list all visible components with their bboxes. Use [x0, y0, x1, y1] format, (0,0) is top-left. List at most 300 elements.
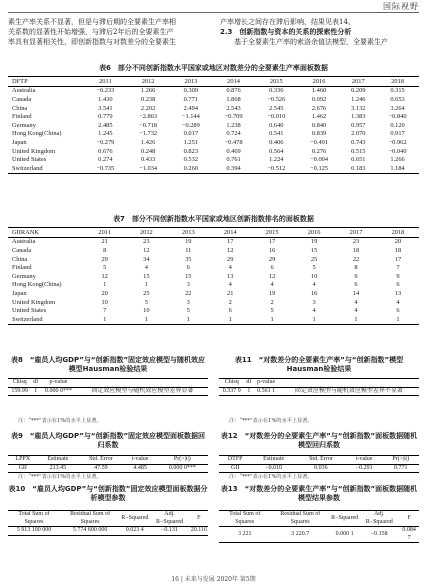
table-cell: 7 — [396, 264, 400, 272]
table-cell: 18 — [352, 246, 360, 254]
table-cell: Germany — [12, 121, 36, 129]
t7-header-cell: GIIRANK — [12, 228, 39, 236]
table-cell: 4 — [270, 281, 274, 289]
t10-header-cell: R−Squared — [121, 514, 149, 521]
table-cell: −0.010 — [267, 113, 286, 121]
table-cell: 0.276 — [311, 147, 327, 155]
table-cell: 19 — [268, 289, 276, 297]
table-cell: −1.732 — [139, 130, 158, 138]
table-cell: 0.541 — [269, 130, 284, 138]
table-cell: 0.120 — [390, 121, 405, 129]
table-row — [8, 112, 419, 121]
table-cell: 0.209 — [351, 87, 366, 95]
table-cell: 0.743 — [351, 138, 366, 146]
table-cell: −0.526 — [267, 95, 286, 103]
table-cell: Hong Kong(China) — [12, 130, 62, 138]
t9-header-cell: Pr(>|t|) — [173, 456, 191, 462]
t6-header-cell: 2017 — [351, 77, 365, 85]
t12-header-cell: Pr(>|t|) — [392, 456, 410, 462]
table-cell: 4 — [396, 298, 400, 306]
t7-header-cell: 2018 — [391, 228, 405, 236]
table-cell: 0.532 — [183, 156, 199, 164]
table-cell: 2.676 — [311, 104, 327, 112]
table-row — [8, 104, 419, 113]
t6-header-cell: 2015 — [269, 77, 283, 85]
table-cell: 1.251 — [183, 138, 199, 146]
table-cell: −0.478 — [224, 138, 243, 146]
table-row — [8, 306, 419, 315]
t13-header-cell: Residual Sum of Squares — [280, 511, 321, 525]
intro-left-line-1: 素生产率关系不显著，但是与滞后期的全要素生产率相 — [8, 18, 176, 26]
table-cell: GII — [18, 464, 27, 471]
table-cell: 1.383 — [351, 113, 366, 121]
table-cell: 4 — [312, 281, 316, 289]
table-7-header-row — [8, 228, 419, 238]
table-13-body — [219, 527, 419, 543]
t11-header-cell — [279, 379, 419, 388]
table-cell: 0.309 — [183, 87, 199, 95]
table-cell: 0.640 — [269, 121, 284, 129]
t8-header-cell: p-value — [49, 379, 68, 385]
t6-header-cell: 2013 — [184, 77, 198, 85]
table-row — [219, 464, 419, 473]
t9-header-cell: LPPX — [15, 456, 31, 462]
table-cell: −0.289 — [181, 121, 200, 129]
t12-header-cell: Estimate — [263, 456, 285, 462]
t6-header-cell: DFTP — [12, 77, 28, 85]
table-cell: −0.131 — [161, 527, 178, 534]
table-11-note: 注：“***”表示在1%的水平上显著。 — [229, 418, 313, 424]
table-cell: 1 — [228, 315, 232, 323]
table-cell: 2.202 — [140, 104, 156, 112]
table-8-note: 注：“***”表示在1%的水平上显著。 — [18, 418, 102, 424]
table-cell: 3 — [186, 298, 190, 306]
table-cell: 12 — [227, 246, 234, 254]
t7-header-cell: 2016 — [307, 228, 321, 236]
table-cell: 10 — [101, 298, 108, 306]
t9-header-cell: t-value — [131, 456, 149, 462]
t12-header-cell: DTFP — [227, 456, 243, 462]
t9-header-cell: Estimate — [47, 456, 69, 462]
table-11-header-row — [219, 379, 419, 388]
table-cell: 0.315 — [390, 87, 405, 95]
table-cell: −1.034 — [139, 164, 158, 172]
table-7 — [8, 227, 419, 325]
table-row — [219, 527, 419, 543]
table-cell: 1 — [144, 281, 148, 289]
table-cell: 5 774 600 000 — [72, 527, 108, 534]
table-cell: 4 — [228, 264, 232, 272]
table-row — [8, 121, 419, 130]
table-cell: Australia — [12, 87, 36, 95]
t13-header-cell: R−Squared — [331, 514, 359, 521]
table-row — [8, 155, 419, 164]
table-row — [8, 246, 419, 255]
table-12-caption: 表12 “对数差分的全要素生产率”与“创新指数”面板数据随机模型回归系数 — [220, 432, 418, 449]
table-8 — [8, 378, 208, 396]
table-cell: 0.779 — [98, 113, 113, 121]
t6-header-cell: 2016 — [312, 77, 326, 85]
table-cell: 0.564 — [269, 147, 284, 155]
table-cell: 10 — [143, 307, 150, 315]
table-cell: 20.116 — [190, 527, 207, 534]
table-cell: 0.515 — [351, 147, 366, 155]
table-cell: Germany — [12, 272, 36, 280]
table-row — [8, 147, 419, 156]
table-cell: 0.771 — [183, 95, 199, 103]
table-cell: 0.761 — [226, 156, 241, 164]
table-cell: 29 — [227, 255, 234, 263]
table-10-header-row — [8, 511, 208, 527]
table-cell: 1.238 — [226, 121, 241, 129]
table-cell: 0.000 1 — [335, 530, 354, 537]
t8-header-cell: df — [33, 379, 39, 385]
table-cell: 0.023 4 — [125, 527, 144, 534]
table-cell: 15 — [185, 272, 192, 280]
page-header — [0, 0, 427, 14]
table-cell: Japan — [12, 138, 27, 146]
table-12-header-row — [219, 456, 419, 465]
table-cell: 3 — [186, 281, 190, 289]
table-cell: 4.485 — [133, 464, 147, 471]
intro-right-column — [220, 18, 419, 47]
table-row — [8, 315, 419, 324]
table-cell: −0.040 — [388, 147, 407, 155]
table-row — [8, 289, 419, 298]
table-cell: 7 — [103, 307, 107, 315]
table-cell: 34 — [143, 255, 150, 263]
table-cell: −0.735 — [96, 164, 115, 172]
table-cell: 213.45 — [49, 464, 67, 471]
table-cell: −0.291 — [355, 464, 373, 471]
table-9-header-row — [8, 456, 208, 465]
table-7-body — [8, 237, 419, 324]
table-12-body — [219, 464, 419, 473]
table-cell: 0.957 — [351, 121, 366, 129]
table-cell: 5 — [144, 298, 148, 306]
table-9-body — [8, 464, 208, 473]
intro-left-column — [8, 18, 208, 47]
table-cell: Japan — [12, 289, 27, 297]
t7-header-cell: 2015 — [265, 228, 279, 236]
table-cell: −0.233 — [96, 87, 115, 95]
table-cell: 0.248 — [140, 147, 156, 155]
table-cell: 17 — [394, 255, 402, 263]
table-cell: Finland — [12, 113, 32, 121]
table-cell: Canada — [12, 246, 32, 254]
table-cell: 11 — [185, 246, 192, 254]
table-cell: −2.863 — [139, 113, 158, 121]
t7-header-cell: 2017 — [349, 228, 363, 236]
t9-header-cell: Std. Error — [89, 456, 113, 462]
table-cell: 14 — [352, 289, 360, 297]
table-cell: 0.000 0*** — [168, 464, 196, 471]
table-cell: 1.868 — [226, 95, 241, 103]
table-11 — [219, 378, 419, 396]
table-cell: 固定效应模型与随机效应模型差异不显著 — [294, 387, 403, 394]
t6-header-cell: 2012 — [141, 77, 155, 85]
table-cell: 29 — [101, 255, 108, 263]
table-cell: 3 221 — [237, 530, 252, 537]
table-cell: 2.545 — [269, 104, 284, 112]
table-cell: 20 — [394, 238, 402, 246]
table-cell: Switzerland — [12, 315, 43, 323]
table-cell: Canada — [12, 95, 32, 103]
table-cell: −0.718 — [139, 121, 158, 129]
table-cell: China — [12, 104, 28, 112]
table-cell: 3.541 — [98, 104, 113, 112]
table-cell: United Kingdom — [12, 147, 56, 155]
t10-header-cell: Adj. R−Squared — [155, 511, 184, 525]
table-cell: 1 — [103, 281, 107, 289]
t13-header-cell: F — [407, 514, 411, 521]
table-cell: 0.092 — [311, 95, 327, 103]
table-cell: 1.462 — [311, 113, 327, 121]
table-cell: 6 — [186, 264, 190, 272]
table-cell: 0.876 — [226, 87, 241, 95]
table-cell: 1.224 — [269, 156, 284, 164]
table-6-caption: 表6 部分不同创新指数水平国家或地区对数差分的全要素生产率面板数据 — [99, 64, 328, 72]
table-cell: 12 — [143, 246, 150, 254]
table-cell: 16 — [268, 246, 276, 254]
table-cell: 1 — [186, 315, 190, 323]
table-cell: 0.839 — [311, 130, 327, 138]
intro-right-line-1: 产率增长之间存在滞后影响，结果见表14。 — [220, 18, 355, 26]
table-cell: 1.460 — [311, 87, 327, 95]
table-cell: 19 — [185, 238, 192, 246]
table-cell: GII — [231, 464, 240, 471]
intro-left-line-2: 关系数的显著性开始增强，与滞后2年后的全要素生产 — [8, 27, 174, 36]
table-12-note: 注：“***”表示在1%的水平上显著。 — [229, 474, 313, 480]
table-cell: 17 — [268, 238, 276, 246]
page-footer: 16 | 未来与发展 2020年 第5期 — [171, 576, 256, 583]
table-cell: 1 — [144, 315, 148, 323]
t12-header-cell: Std. Error — [309, 456, 333, 462]
table-cell: 1.184 — [390, 164, 405, 172]
table-cell: 13 — [227, 272, 234, 280]
table-cell: 0.469 — [226, 147, 241, 155]
table-7-caption: 表7 部分不同创新指数水平国家或地区创新指数排名的面板数据 — [113, 215, 314, 223]
table-row — [8, 164, 419, 173]
table-cell: 2.494 — [183, 104, 199, 112]
table-cell: 35 — [185, 255, 192, 263]
table-row — [8, 281, 419, 290]
table-cell: 5 — [186, 307, 190, 315]
table-cell: 0.183 — [351, 164, 366, 172]
table-9-note: 注：“***”表示在1%的水平上显著。 — [18, 474, 102, 480]
table-cell: 47.59 — [94, 464, 108, 471]
table-11-caption: 表11 “对数差分的全要素生产率”与“创新指数”模型Hausman检验结果 — [234, 356, 404, 373]
table-cell: 4 — [144, 264, 148, 272]
t10-header-cell: Residual Sum of Squares — [70, 511, 111, 525]
table-cell: 1.266 — [140, 87, 156, 95]
table-cell: −0.279 — [96, 138, 115, 146]
table-cell: 1 — [34, 387, 38, 394]
table-cell: 6 — [228, 307, 232, 315]
table-cell: −0.491 — [310, 138, 329, 146]
table-9-caption: 表9 “雇员人均GDP”与“创新指数”固定效应模型面板数据回归系数 — [10, 432, 206, 449]
table-cell: 0.724 — [226, 130, 241, 138]
table-cell: 0.000 0*** — [44, 387, 72, 394]
table-cell: Finland — [12, 264, 32, 272]
table-10-caption: 表10 “雇员人均GDP”与“创新指数”固定效应模型面板数据分析模型参数 — [8, 485, 208, 502]
table-cell: 0.651 — [351, 156, 366, 164]
table-cell: −0.962 — [388, 138, 407, 146]
table-cell: 0.433 — [140, 156, 156, 164]
table-cell: 固定效应模型与随机效应模型差异显著 — [91, 387, 194, 394]
table-cell: 2 — [270, 298, 274, 306]
t13-header-cell: Adj. R−Squared — [365, 511, 393, 525]
table-cell: 5 913 100 000 — [16, 527, 52, 534]
table-cell: 1 — [270, 315, 274, 323]
table-cell: 8 — [103, 246, 107, 254]
table-cell: 22 — [185, 289, 192, 297]
table-cell: 18 — [394, 246, 402, 254]
table-12 — [219, 455, 419, 473]
table-cell: 1 — [354, 315, 358, 323]
table-cell: 22 — [352, 255, 360, 263]
table-cell: 1 — [247, 387, 251, 394]
table-cell: 0.840 — [311, 121, 327, 129]
table-row — [8, 255, 419, 264]
table-cell: 0.561 1 — [257, 387, 276, 394]
table-cell: 21 — [101, 238, 108, 246]
table-cell: 17 — [227, 238, 234, 246]
t6-header-cell: 2014 — [227, 77, 240, 85]
table-cell: 4 — [354, 298, 358, 306]
table-cell: 1.245 — [98, 130, 113, 138]
table-8-header-row — [8, 379, 208, 388]
table-cell: Hong Kong(China) — [12, 281, 62, 289]
journal-title: 国际视野 — [383, 2, 419, 11]
table-cell: 0.676 — [98, 147, 113, 155]
table-cell: 23 — [143, 238, 150, 246]
table-cell: 15 — [143, 272, 150, 280]
table-cell: 3 — [312, 298, 316, 306]
table-cell: 2 — [228, 298, 232, 306]
table-cell: 8 — [354, 264, 358, 272]
table-13 — [219, 510, 419, 543]
t10-header-cell: Total Sum of Squares — [18, 511, 50, 525]
table-cell: 9 — [396, 272, 400, 280]
table-row — [8, 130, 419, 139]
table-cell: −0.004 — [310, 156, 329, 164]
table-row — [8, 263, 419, 272]
t12-header-cell: t-value — [355, 456, 373, 462]
table-row — [8, 95, 419, 104]
table-cell: 0.823 — [183, 147, 199, 155]
t6-header-cell: 2011 — [99, 77, 112, 85]
table-cell: 1.430 — [98, 95, 113, 103]
table-cell: 0.336 — [269, 87, 284, 95]
t7-header-cell: 2012 — [139, 228, 153, 236]
t11-header-cell: df — [246, 379, 252, 385]
table-cell: 21 — [227, 289, 234, 297]
table-cell: 1 — [103, 315, 107, 323]
table-11-body — [219, 387, 419, 396]
t13-header-cell: Total Sum of Squares — [229, 511, 261, 525]
table-cell: 2.543 — [226, 104, 241, 112]
table-cell: 0.084 7 — [402, 527, 416, 541]
table-cell: 6 — [270, 264, 274, 272]
table-cell: 5 — [312, 264, 316, 272]
table-cell: United States — [12, 307, 47, 315]
table-cell: −0.010 — [265, 464, 283, 471]
table-10-body — [8, 527, 208, 536]
table-cell: 1.246 — [351, 95, 366, 103]
table-cell: 0.036 — [314, 464, 328, 471]
table-cell: Australia — [12, 238, 36, 246]
table-cell: 1.266 — [390, 156, 405, 164]
table-cell: 4 — [312, 307, 316, 315]
table-cell: 5 — [270, 307, 274, 315]
table-cell: 2.070 — [351, 130, 366, 138]
table-8-body — [8, 387, 208, 396]
table-cell: 23 — [352, 238, 360, 246]
table-cell: 0.394 — [226, 164, 241, 172]
table-cell: 0.406 — [269, 138, 284, 146]
table-row — [8, 272, 419, 281]
table-row — [8, 527, 208, 536]
table-cell: 9 — [354, 272, 358, 280]
table-cell: 0.274 — [98, 156, 113, 164]
table-cell: China — [12, 255, 28, 263]
table-cell: 1.426 — [140, 138, 156, 146]
table-cell: −0.840 — [388, 113, 407, 121]
table-10 — [8, 510, 208, 536]
table-13-caption: 表13 “对数差分的全要素生产率”与“创新指数”面板数据随机模型结果参数 — [220, 485, 418, 502]
t11-header-cell: p-value — [257, 379, 276, 385]
table-cell: 0.017 — [183, 130, 199, 138]
table-cell: 0.771 — [393, 464, 408, 471]
table-6 — [8, 76, 419, 174]
table-cell: 0.337 9 — [222, 387, 241, 394]
intro-right-line-3: 基于全要素生产率的索洛余值法模型，全要素生产 — [220, 37, 388, 46]
table-cell: −0.158 — [370, 530, 388, 537]
t7-header-cell: 2011 — [98, 228, 111, 236]
t10-header-cell: F — [197, 514, 201, 521]
table-cell: 5 — [103, 264, 107, 272]
table-row — [8, 237, 419, 246]
table-cell: Switzerland — [12, 164, 43, 172]
table-cell: 3 220.7 — [291, 530, 310, 537]
table-cell: 6 — [396, 307, 400, 315]
table-cell: 15 — [310, 246, 318, 254]
t6-header-cell: 2018 — [391, 77, 404, 85]
header-rule — [8, 12, 419, 13]
table-cell: −0.512 — [267, 164, 286, 172]
table-cell: 0.653 — [390, 95, 405, 103]
table-row — [219, 387, 419, 396]
t11-header-cell: Chisq — [224, 379, 239, 385]
table-row — [8, 387, 208, 396]
table-cell: 0.238 — [140, 95, 156, 103]
table-cell: 1 — [396, 315, 400, 323]
table-cell: 13 — [394, 289, 402, 297]
t8-header-cell: Chisq — [12, 379, 27, 385]
table-cell: 6 — [354, 281, 358, 289]
table-cell: 159.99 — [11, 387, 28, 394]
table-cell: 10 — [310, 272, 318, 280]
table-13-header-row — [219, 511, 419, 527]
table-cell: 3.264 — [390, 104, 405, 112]
table-cell: 0.260 — [183, 164, 199, 172]
table-cell: −0.709 — [224, 113, 243, 121]
table-cell: 4 — [354, 307, 358, 315]
table-cell: 1 — [312, 315, 316, 323]
table-cell: 0.917 — [390, 130, 405, 138]
table-cell: 4 — [228, 281, 232, 289]
